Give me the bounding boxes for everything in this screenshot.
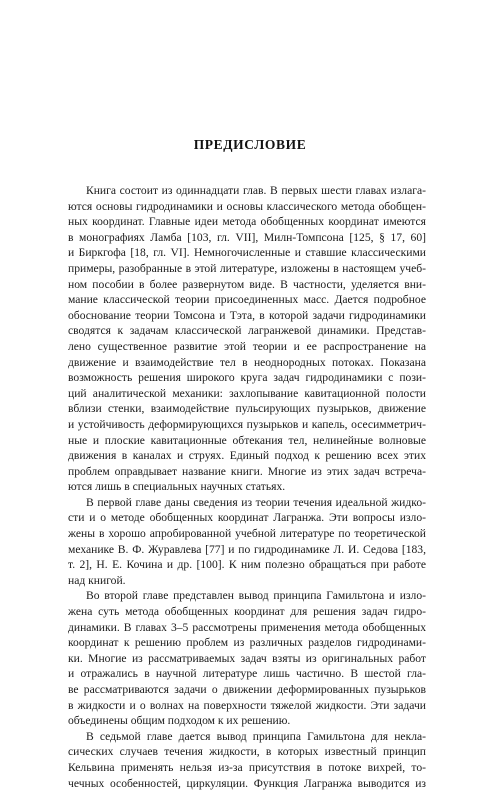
text-line: ются лишь в специальных научных статьях. [68,480,286,494]
text-line: В первой главе даны сведения из теории течения идеальной жидко- [86,495,426,509]
text-line: В седьмой главе дается вывод принципа Гамильтона для некла- [86,729,426,743]
text-line: сводятся к задачам классической лагранжевой динамики. Представ- [68,324,426,338]
text-line: т. 2], Н. Е. Кочина и др. [100]. К ним полезно обращаться при работе [68,558,426,572]
text-line: Кельвина применять нельзя из-за присутствия в потоке вихрей, то- [68,760,426,774]
text-line: и устойчивость деформирующихся пузырьков и капель, осесимметрич- [68,417,426,431]
text-line: над книгой. [68,573,126,587]
text-line: чечных особенностей, циркуляции. Функция Лагранжа выводится из [68,776,426,790]
text-line: динамики. В главах 3–5 рассмотрены применения метода обобщенных [68,620,426,634]
paragraph [68,729,426,791]
text-line: сти и о методе обобщенных координат Лагранжа. Эти вопросы изло- [68,511,426,525]
text-line: лено существенное развитие этой теории и ее распространение на [68,339,426,353]
text-line: Книга состоит из одиннадцати глав. В первых шести главах излага- [86,184,426,197]
text-line: ном пособии в более развернутом виде. В частности, уделяется вни- [68,277,426,291]
text-line: объединены общим подходом к их решению. [68,714,291,728]
paragraph [68,495,426,589]
paragraph [68,588,426,728]
text-line: ные и плоские кавитационные обтекания тел, нелинейные волновые [68,433,426,447]
text-line: мание классической теории присоединенных масс. Дается подробное [68,293,426,307]
text-line: обоснование теории Томсона и Тэта, в которой задачи гидродинамики [68,308,426,322]
text-line: возможность решения широкого круга задач гидродинамики с пози- [68,371,426,385]
text-line: механике В. Ф. Журавлева [77] и по гидродинамике Л. И. Седова [183, [68,542,426,556]
page-heading: ПРЕДИСЛОВИЕ [193,137,307,152]
text-line: ки. Многие из рассматриваемых задач взяты из оригинальных работ [68,651,426,665]
text-line: ных координат. Главные идеи метода обобщенных координат имеются [68,215,426,229]
text-line: сических случаев течения жидкости, в которых известный принцип [68,745,426,759]
text-line: и отражались в научной литературе лишь частично. В шестой гла- [68,667,426,681]
text-line: вблизи стенки, взаимодействие пульсирующих пузырьков, движение [68,402,426,416]
text-line: Во второй главе представлен вывод принципа Гамильтона и изло- [86,589,426,603]
text-line: ются основы гидродинамики и основы классического метода обобщен- [68,199,426,213]
text-line: движение и взаимодействие тел в неоднородных потоках. Показана [68,355,426,369]
text-line: жены в хорошо апробированной учебной литературе по теоретической [68,527,426,541]
text-line: проблем оправдывает название книги. Многие из этих задач встреча- [68,464,426,478]
text-line: в монографиях Ламба [103, гл. VII], Милн-Томпсона [125, § 17, 60] [68,230,426,244]
text-line: жена суть метода обобщенных координат для решения задач гидро- [68,605,426,619]
text-line: и Биркгофа [18, гл. VI]. Немногочисленные и ставшие классическими [68,246,426,260]
text-line: примеры, разобранные в этой литературе, изложены в настоящем учеб- [68,261,426,275]
text-line: координат к решению проблем из различных разделов гидродинами- [68,636,426,650]
text-line: ве рассматриваются задачи о движении деформированных пузырьков [68,683,426,696]
text-line: в жидкости и о волнах на поверхности тяжелой жидкости. Эти задачи [68,698,426,712]
paragraph [68,183,426,495]
text-line: ций аналитической механики: захлопывание кавитационной полости [68,386,426,400]
text-line: движения в каналах и струях. Единый подход к решению всех этих [68,449,426,463]
preface-body [68,183,426,791]
